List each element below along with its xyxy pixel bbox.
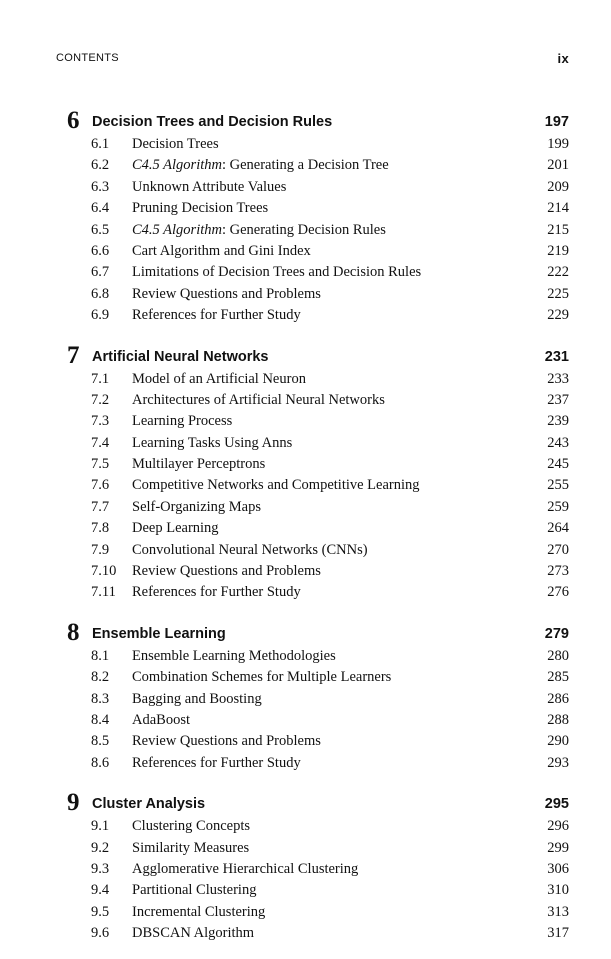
toc-entry[interactable] — [0, 753, 611, 774]
section-title — [132, 880, 256, 901]
chapter-title: Cluster Analysis — [92, 796, 206, 813]
section-title — [132, 859, 358, 880]
section-title — [132, 305, 301, 326]
running-head-page-number: ix — [557, 51, 569, 66]
section-number: 6.6 — [91, 242, 110, 259]
toc-entry[interactable] — [0, 411, 611, 432]
section-number: 9.1 — [91, 818, 110, 835]
section-number: 8.1 — [91, 647, 110, 664]
section-title — [132, 582, 301, 603]
toc-entry[interactable] — [0, 561, 611, 582]
section-title — [132, 433, 292, 454]
section-number: 6.7 — [91, 264, 110, 281]
chapter-heading[interactable] — [0, 790, 611, 816]
section-page-number: 306 — [547, 860, 569, 877]
chapter-title: Artificial Neural Networks — [92, 348, 269, 365]
chapter-page-number: 295 — [544, 796, 569, 813]
section-page-number: 245 — [547, 456, 569, 473]
section-title — [132, 816, 250, 837]
section-number: 9.4 — [91, 882, 110, 899]
section-page-number: 280 — [547, 647, 569, 664]
chapter-page-number: 197 — [544, 114, 569, 130]
section-title-text: Similarity Measures — [132, 839, 250, 856]
chapter-number: 7 — [67, 341, 80, 369]
section-title-text: Review Questions and Problems — [132, 285, 321, 302]
section-title-text: References for Further Study — [132, 584, 301, 601]
section-number: 6.1 — [91, 136, 110, 152]
chapter-heading[interactable] — [0, 343, 611, 369]
section-page-number: 290 — [547, 733, 569, 750]
toc-entry[interactable] — [0, 134, 611, 155]
section-title-text: Multilayer Perceptrons — [132, 456, 266, 473]
section-number: 7.5 — [91, 456, 110, 473]
section-number: 7.1 — [91, 370, 110, 387]
section-title-text: Pruning Decision Trees — [132, 200, 269, 217]
chapter-page-number: 279 — [544, 625, 569, 642]
section-page-number: 288 — [547, 711, 569, 728]
section-number: 8.2 — [91, 669, 110, 686]
section-title-text: Convolutional Neural Networks (CNNs) — [132, 541, 368, 558]
section-title — [132, 241, 311, 262]
section-title — [132, 369, 306, 390]
section-title — [132, 155, 389, 176]
toc-entry[interactable] — [0, 540, 611, 561]
toc-entry[interactable] — [0, 518, 611, 539]
section-title-text: Ensemble Learning Methodologies — [132, 647, 336, 664]
section-title — [132, 475, 420, 496]
section-title — [132, 710, 190, 731]
section-number: 8.5 — [91, 733, 110, 750]
toc-entry[interactable] — [0, 475, 611, 496]
chapter-title: Decision Trees and Decision Rules — [92, 114, 333, 130]
section-number: 6.2 — [91, 157, 110, 174]
toc-chapter — [0, 108, 611, 327]
toc-entry[interactable] — [0, 155, 611, 176]
section-title-italic: C4.5 Algorithm — [132, 221, 222, 238]
section-number: 6.3 — [91, 178, 110, 195]
section-page-number: 270 — [547, 541, 569, 558]
section-page-number: 239 — [547, 413, 569, 430]
section-title-text: Review Questions and Problems — [132, 733, 321, 750]
chapter-page-number: 231 — [544, 348, 569, 365]
section-title — [132, 411, 232, 432]
section-title — [132, 753, 301, 774]
section-title-text: Review Questions and Problems — [132, 563, 321, 580]
chapter-number: 6 — [67, 107, 80, 134]
toc-entry[interactable] — [0, 923, 611, 944]
section-page-number: 215 — [547, 221, 569, 238]
section-title-text: DBSCAN Algorithm — [132, 925, 255, 942]
toc-entry[interactable] — [0, 369, 611, 390]
toc-entry[interactable] — [0, 902, 611, 923]
chapter-number: 8 — [67, 618, 80, 646]
chapter-spacer — [0, 774, 611, 790]
section-title — [132, 540, 368, 561]
toc-chapter — [0, 343, 611, 604]
section-page-number: 214 — [547, 200, 569, 217]
section-page-number: 317 — [547, 925, 569, 942]
chapter-title: Ensemble Learning — [92, 625, 226, 642]
section-number: 7.9 — [91, 541, 110, 558]
section-page-number: 237 — [547, 391, 569, 408]
chapter-number: 9 — [67, 789, 80, 817]
section-number: 7.8 — [91, 520, 110, 537]
section-title-text: Incremental Clustering — [132, 903, 266, 920]
toc-entry[interactable] — [0, 646, 611, 667]
toc-chapter — [0, 620, 611, 774]
toc-entry[interactable] — [0, 838, 611, 859]
section-page-number: 225 — [547, 285, 569, 302]
section-title-text: References for Further Study — [132, 754, 301, 771]
section-page-number: 255 — [547, 477, 569, 494]
section-number: 7.11 — [91, 584, 116, 601]
section-title — [132, 923, 254, 944]
section-title — [132, 518, 219, 539]
section-title-text: : Generating a Decision Tree — [221, 157, 389, 174]
section-title — [132, 220, 386, 241]
section-title — [132, 198, 268, 219]
section-number: 6.4 — [91, 200, 110, 217]
section-title-text: : Generating Decision Rules — [221, 221, 386, 238]
chapter-heading[interactable] — [0, 108, 611, 134]
section-number: 8.4 — [91, 711, 110, 728]
running-head-title: CONTENTS — [56, 52, 119, 64]
toc-entry[interactable] — [0, 667, 611, 688]
section-title — [132, 497, 261, 518]
toc-entry[interactable] — [0, 262, 611, 283]
toc-entry[interactable] — [0, 177, 611, 198]
section-title — [132, 390, 385, 411]
section-page-number: 285 — [547, 669, 569, 686]
section-title-text: Combination Schemes for Multiple Learners — [132, 669, 392, 686]
section-title-text: Limitations of Decision Trees and Decision Rules — [132, 264, 422, 281]
section-number: 7.7 — [91, 498, 110, 515]
section-number: 7.4 — [91, 434, 110, 451]
toc-entry[interactable] — [0, 305, 611, 326]
section-title — [132, 561, 321, 582]
section-page-number: 273 — [547, 563, 569, 580]
section-title-text: Architectures of Artificial Neural Networks — [132, 391, 385, 408]
section-number: 6.9 — [91, 307, 110, 324]
section-page-number: 299 — [547, 839, 569, 856]
section-title — [132, 646, 336, 667]
section-page-number: 296 — [547, 818, 569, 835]
toc-chapter — [0, 790, 611, 944]
section-page-number: 264 — [547, 520, 569, 537]
section-title-text: Learning Tasks Using Anns — [132, 434, 293, 451]
toc-entry[interactable] — [0, 390, 611, 411]
section-title — [132, 134, 219, 155]
section-number: 6.5 — [91, 221, 110, 238]
section-title-text: Self-Organizing Maps — [132, 498, 261, 515]
section-page-number: 313 — [547, 903, 569, 920]
section-page-number: 243 — [547, 434, 569, 451]
section-page-number: 286 — [547, 690, 569, 707]
section-number: 7.10 — [91, 563, 117, 580]
toc-entry[interactable] — [0, 859, 611, 880]
section-title-text: Learning Process — [132, 413, 233, 430]
toc-entry[interactable] — [0, 433, 611, 454]
section-page-number: 201 — [547, 157, 569, 174]
section-page-number: 222 — [547, 264, 569, 281]
section-title-text: Bagging and Boosting — [132, 690, 262, 707]
section-page-number: 310 — [547, 882, 569, 899]
section-number: 9.3 — [91, 860, 110, 877]
section-title — [132, 731, 321, 752]
section-number: 8.6 — [91, 754, 110, 771]
section-title — [132, 454, 265, 475]
section-title — [132, 838, 249, 859]
running-head — [56, 52, 569, 68]
section-title-text: Clustering Concepts — [132, 818, 251, 835]
section-number: 7.6 — [91, 477, 110, 494]
section-title-text: Competitive Networks and Competitive Learning — [132, 477, 420, 494]
section-title-text: AdaBoost — [132, 711, 190, 728]
toc-entry[interactable] — [0, 816, 611, 837]
section-number: 9.2 — [91, 839, 110, 856]
section-number: 9.6 — [91, 925, 110, 942]
toc-entry[interactable] — [0, 220, 611, 241]
toc-entry[interactable] — [0, 241, 611, 262]
section-title — [132, 262, 421, 283]
section-page-number: 233 — [547, 370, 569, 387]
toc-entry[interactable] — [0, 454, 611, 475]
section-title — [132, 177, 286, 198]
section-title-text: Unknown Attribute Values — [132, 178, 287, 195]
section-number: 6.8 — [91, 285, 110, 302]
section-title — [132, 667, 391, 688]
toc-entry[interactable] — [0, 880, 611, 901]
section-title-text: References for Further Study — [132, 307, 301, 324]
section-title-text: Agglomerative Hierarchical Clustering — [132, 860, 359, 877]
toc-entry[interactable] — [0, 582, 611, 603]
section-title-text: Cart Algorithm and Gini Index — [132, 242, 311, 259]
toc-entry[interactable] — [0, 731, 611, 752]
section-number: 9.5 — [91, 903, 110, 920]
chapter-spacer — [0, 327, 611, 343]
section-page-number: 199 — [547, 136, 569, 152]
toc-entry[interactable] — [0, 710, 611, 731]
section-title-text: Partitional Clustering — [132, 882, 257, 899]
toc-entry[interactable] — [0, 284, 611, 305]
section-page-number: 276 — [547, 584, 569, 601]
section-title — [132, 284, 321, 305]
toc-entry[interactable] — [0, 689, 611, 710]
section-page-number: 293 — [547, 754, 569, 771]
section-number: 8.3 — [91, 690, 110, 707]
section-page-number: 209 — [547, 178, 569, 195]
section-page-number: 259 — [547, 498, 569, 515]
section-number: 7.3 — [91, 413, 110, 430]
section-page-number: 219 — [547, 242, 569, 259]
chapter-spacer — [0, 604, 611, 620]
section-number: 7.2 — [91, 391, 110, 408]
toc-entry[interactable] — [0, 198, 611, 219]
section-title-text: Deep Learning — [132, 520, 219, 537]
section-title-text: Decision Trees — [132, 136, 219, 152]
section-title — [132, 902, 265, 923]
chapter-heading[interactable] — [0, 620, 611, 646]
section-title-italic: C4.5 Algorithm — [132, 157, 222, 174]
section-title — [132, 689, 262, 710]
table-of-contents — [0, 108, 611, 945]
section-page-number: 229 — [547, 307, 569, 324]
section-title-text: Model of an Artificial Neuron — [132, 370, 306, 387]
toc-entry[interactable] — [0, 497, 611, 518]
